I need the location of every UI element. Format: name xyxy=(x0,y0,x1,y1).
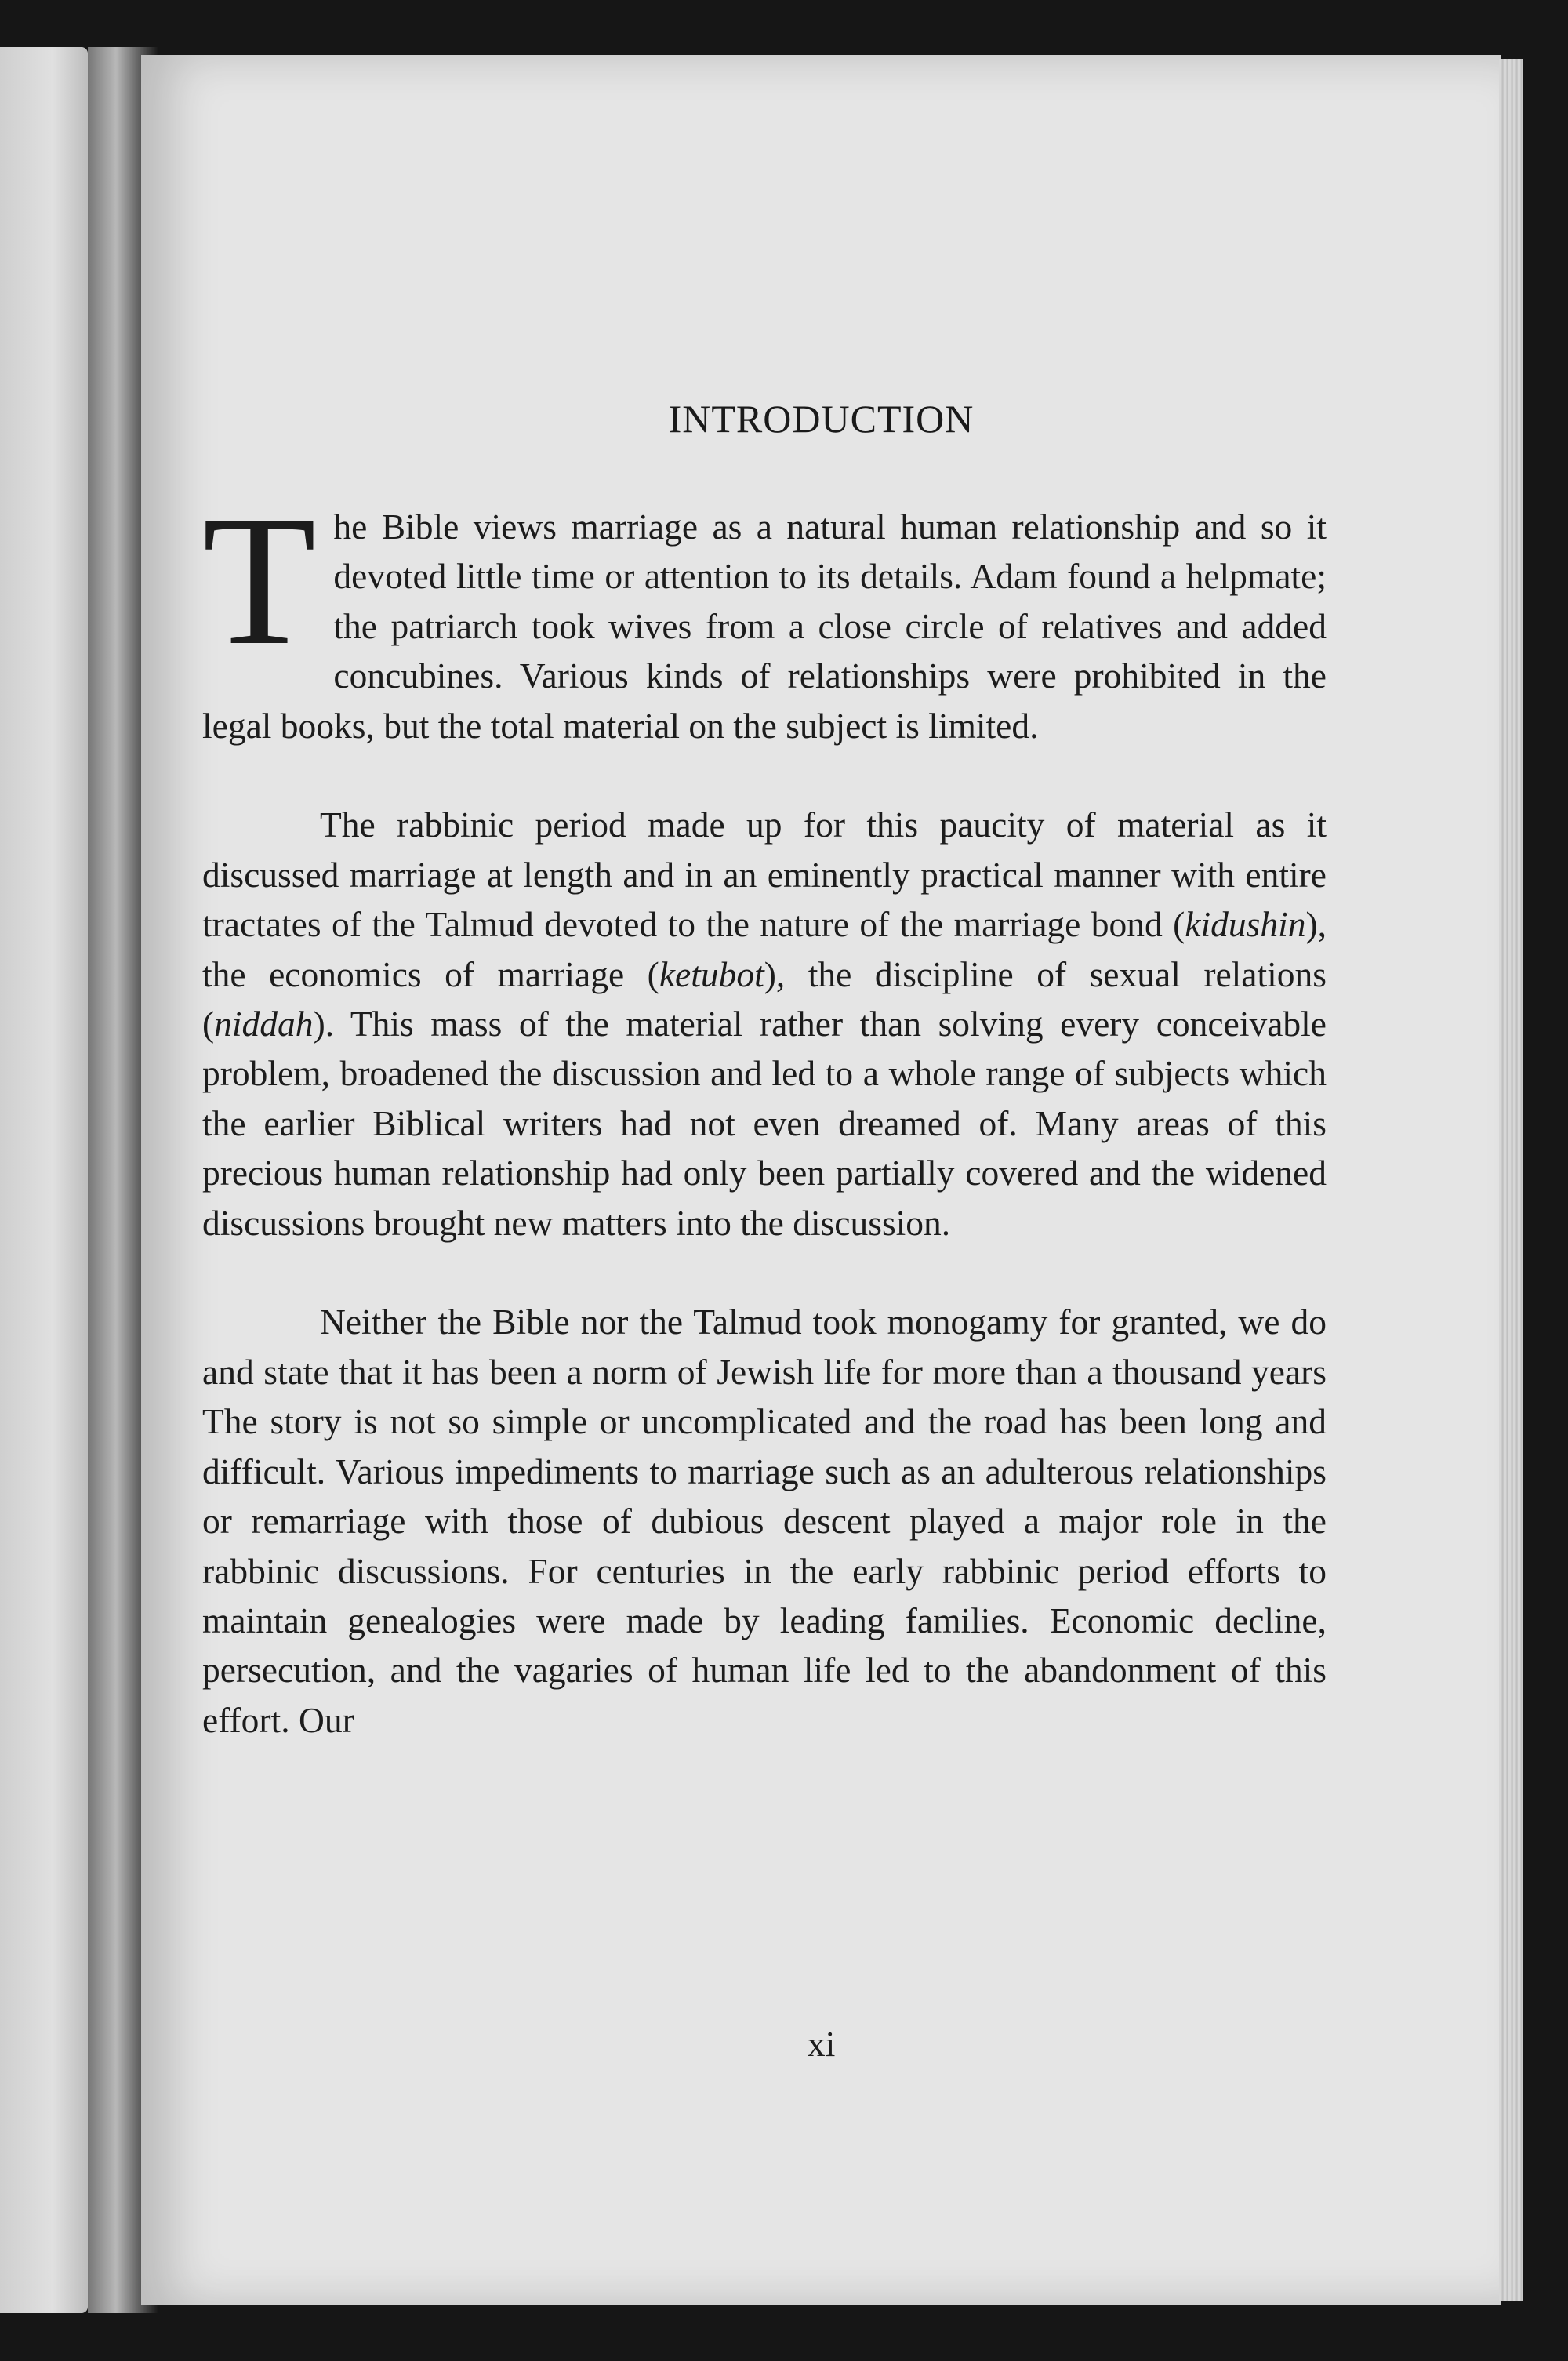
body-text xyxy=(202,478,1327,1795)
paragraph-1-text: he Bible views marriage as a natural human relationship and so it devoted little time or attention to its details. Adam found a helpmate; the patriarch took wives from a close circle of relatives and added concubines. Various kinds of relationships were prohibited in the legal books, but the total material on the subject is limited. xyxy=(202,507,1327,746)
paragraph-2-text-b: ), the economics of marriage ( xyxy=(202,904,1327,994)
paragraph-1 xyxy=(202,478,1327,750)
page-number: xi xyxy=(807,2024,836,2064)
page-stack-edge xyxy=(1499,59,1523,2301)
term-niddah: niddah xyxy=(214,1004,314,1044)
paragraph-2-text-c: ), the discipline of sexual relations ( xyxy=(202,953,1327,1044)
chapter-title: INTRODUCTION xyxy=(668,397,975,441)
term-kidushin: kidushin xyxy=(1185,904,1306,945)
term-ketubot: ketubot xyxy=(659,953,764,994)
paragraph-3-text: Neither the Bible nor the Talmud took monogamy for granted, we do and state that it has been a norm of Jewish life for more than a thousand years The story is not so simple or uncomplicated and the road has been long and difficult. Various impediments to marriage such as an adulterous relationships or remarriage with those of dubious descent played a major role in the rabbinic discussions. For centuries in the early rabbinic period efforts to maintain genealogies were made by leading families. Economic decline, persecution, and the vagaries of human life led to the abandonment of this effort. Our xyxy=(202,1302,1327,1740)
paragraph-2-text-d: ). This mass of the material rather than solving every conceivable problem, broadened the discussion and led to a whole range of subjects which the earlier Biblical writers had not even dreamed of. Many areas of this precious human relationship had only been partially covered and the widened discussions brought new matters into the discussion. xyxy=(202,1004,1327,1243)
paragraph-2 xyxy=(202,800,1327,1248)
drop-cap: T xyxy=(202,478,317,684)
paragraph-3 xyxy=(202,1297,1327,1745)
paragraph-2-text-a: The rabbinic period made up for this paucity of material as it discussed marriage at length and in an eminently practical manner with entire tractates of the Talmud devoted to the nature of the marriage bond ( xyxy=(202,805,1327,945)
left-page-edge xyxy=(0,47,88,2313)
